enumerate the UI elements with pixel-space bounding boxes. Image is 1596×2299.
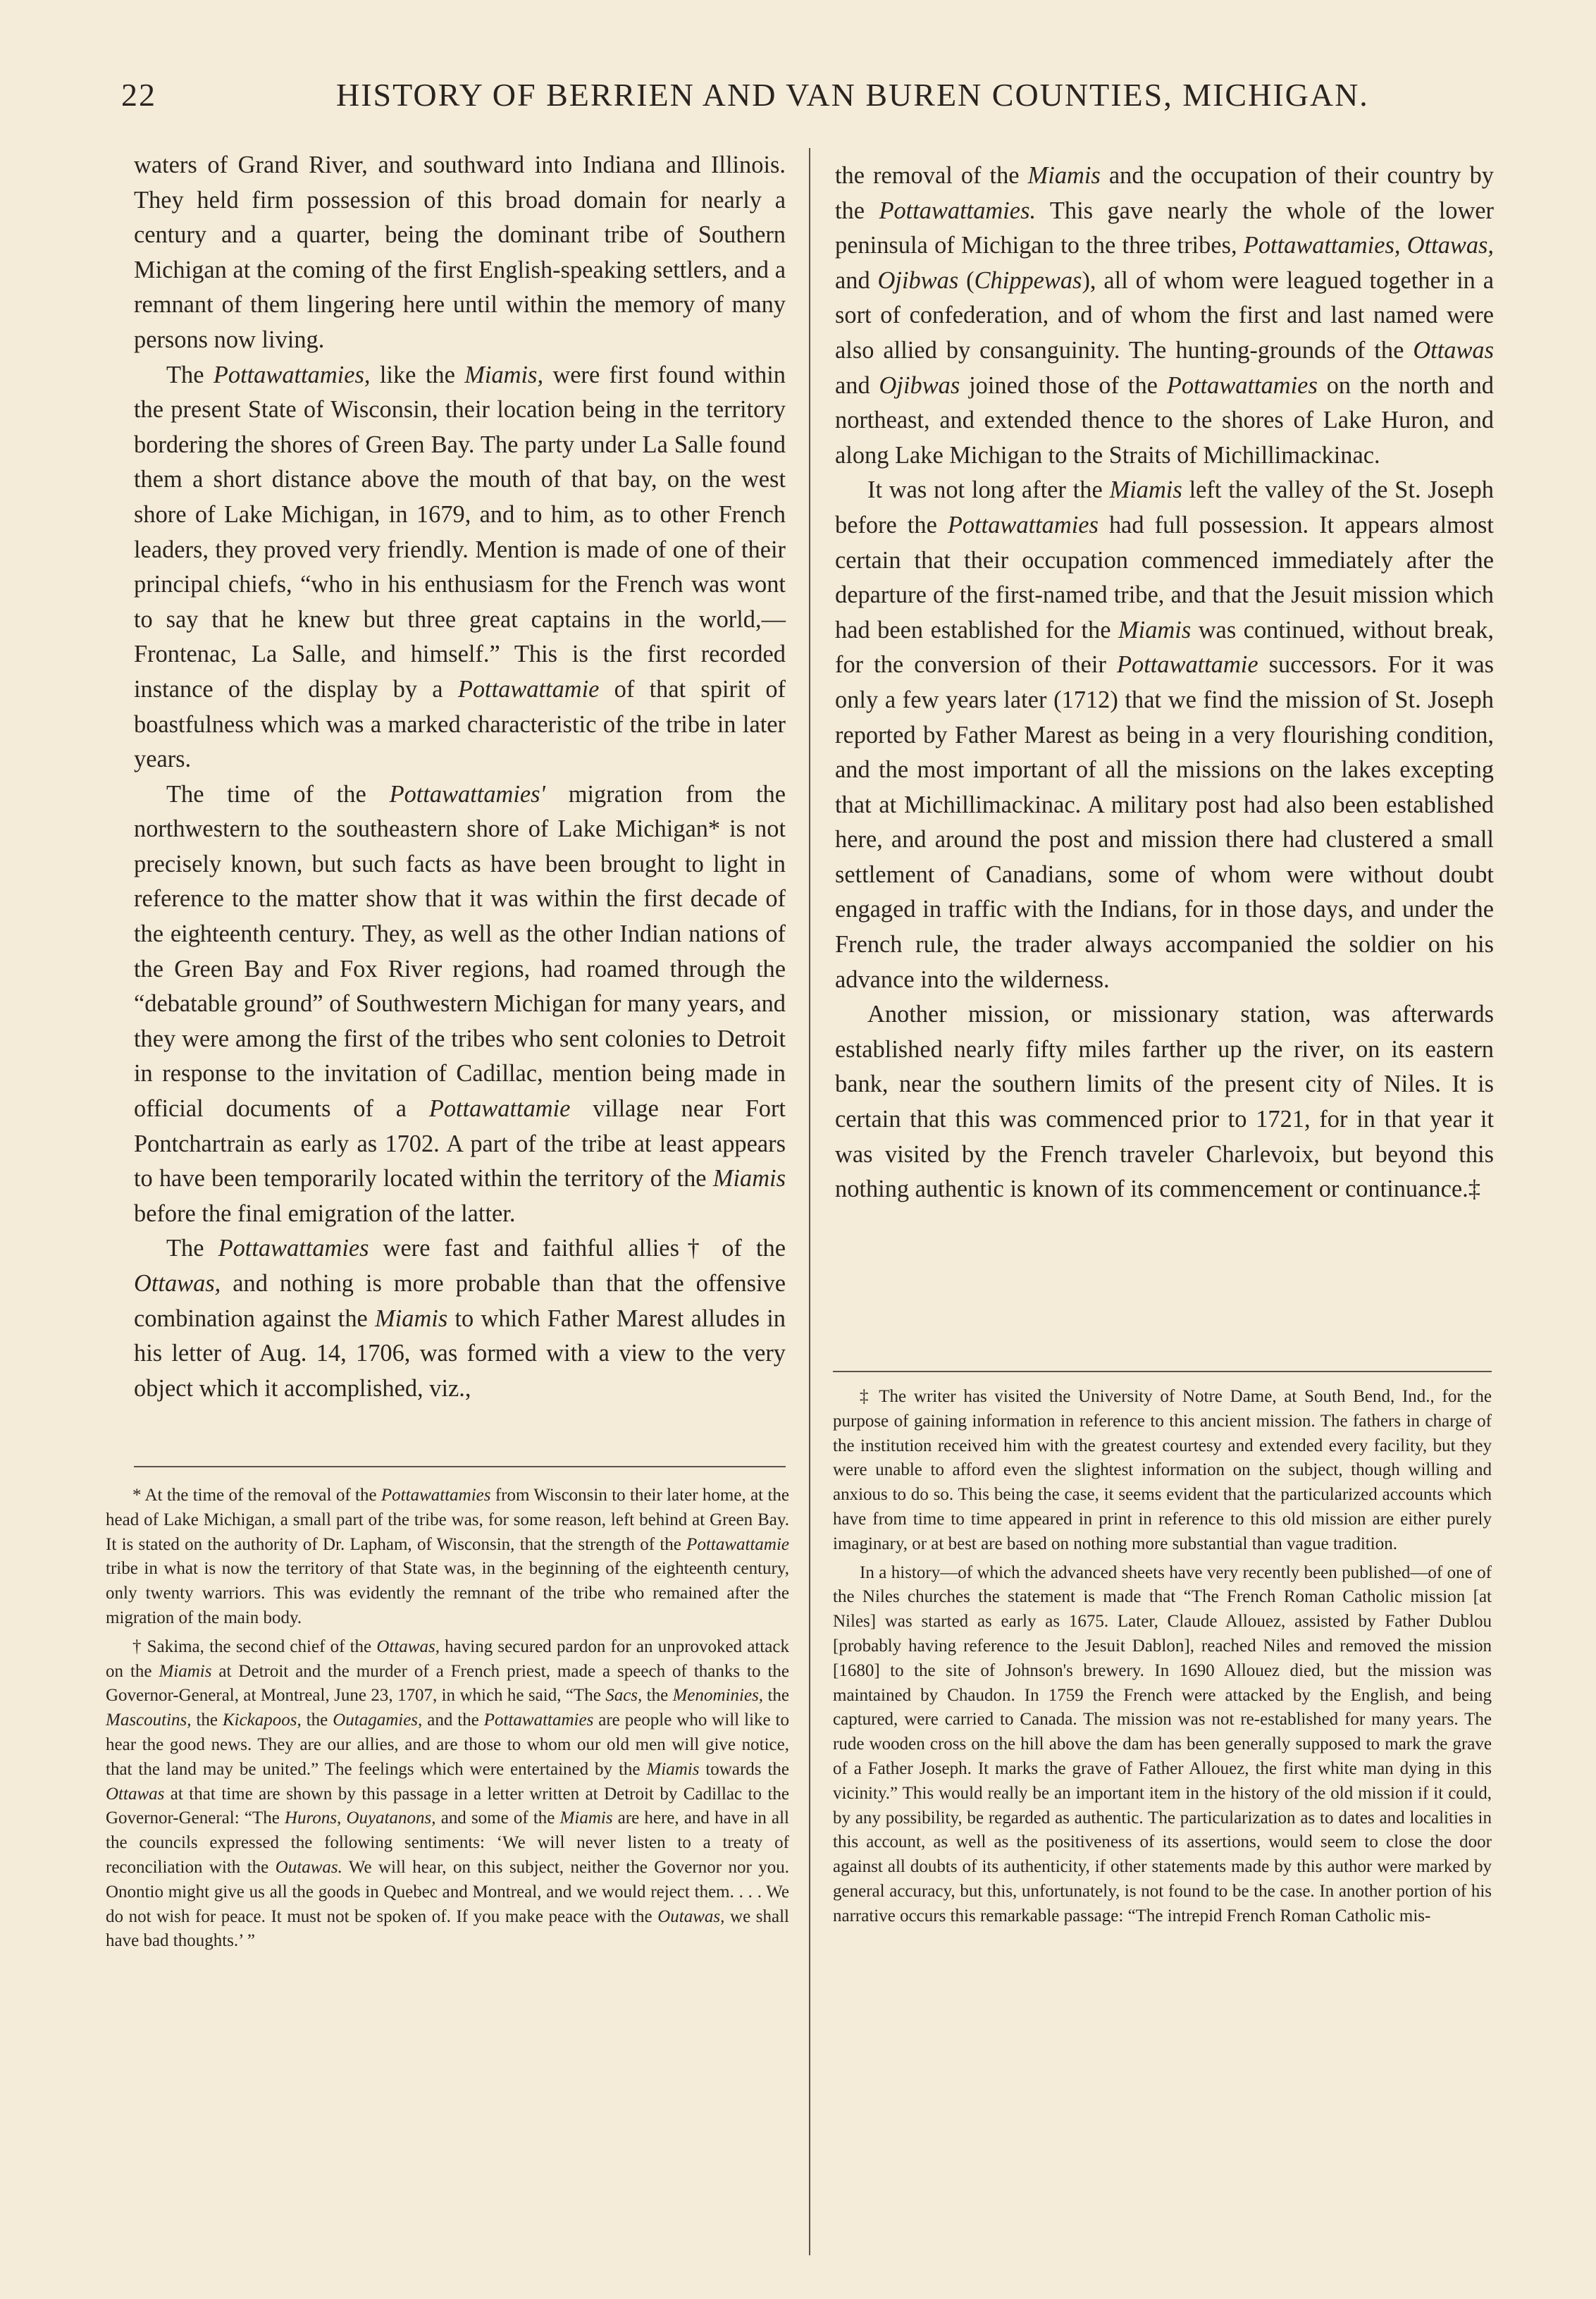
- column-divider: [809, 148, 810, 2255]
- footnotes-left: [106, 1484, 789, 1958]
- footnote: † Sakima, the second chief of the Ottawas, having secured pardon for an unprovoked attack on the Miamis at Detroit and the murder of a French priest, made a speech of thanks to the Governor-General, at Montreal, June 23, 1707, in which he said, “The Sacs, the Menominies, the Mascoutins, the Kickapoos, the Outagamies, and the Pottawattamies are people who will like to hear the good news. They are our allies, and are those to whom our old men will give notice, that the land may be united.” The feelings which were entertained by the Miamis towards the Ottawas at that time are shown by this passage in a letter written at Detroit by Cadillac to the Governor-General: “The Hurons, Ouyatanons, and some of the Miamis are here, and have in all the councils expressed the following sentiments: ‘We will never listen to a treaty of reconciliation with the Outawas. We will hear, on this subject, neither the Governor nor you. Onontio might give us all the goods in Quebec and Montreal, and we would reject them. . . . We do not wish for peace. It must not be spoken of. If you make peace with the Outawas, we shall have bad thoughts.’ ”: [106, 1637, 790, 1951]
- footnote: ‡ The writer has visited the University of Notre Dame, at South Bend, Ind., for the purpose of gaining information in reference to this ancient mission. The fathers in charge of the institution received him with the greatest courtesy and extended every facility, but they were unable to afford even the slightest information on the subject, though willing and anxious to do so. This being the case, it seems evident that the particularized accounts which have from time to time appeared in print in reference to this old mission are either purely imaginary, or at best are based on nothing more substantial than vague tradition.: [833, 1387, 1492, 1553]
- paragraph: The Pottawattamies were fast and faithful allies† of the Ottawas, and nothing is more probable than that the offensive combination against the Miamis to which Father Marest alludes in his letter of Aug. 14, 1706, was formed with a view to the very object which it accomplished, viz.,: [134, 1235, 786, 1402]
- paragraph: It was not long after the Miamis left the valley of the St. Joseph before the Pottawattamies had full possession. It appears almost certain that their occupation commenced immediately after the departure of the first-named tribe, and that the Jesuit mission which had been established for the Miamis was continued, without break, for the conversion of their Pottawattamie successors. For it was only a few years later (1712) that we find the mission of St. Joseph reported by Father Marest as being in a very flourishing condition, and the most important of all the missions on the lakes excepting that at Michillimackinac. A military post had also been established here, and around the post and mission there had clustered a small settlement of Canadians, some of whom were without doubt engaged in traffic with the Indians, for in those days, and under the French rule, the trader always accompanied the soldier on his advance into the wilderness.: [835, 476, 1494, 993]
- footnote: In a history—of which the advanced sheets have very recently been published—of one of the Niles churches the statement is made that “The French Roman Catholic mission [at Niles] was started as early as 1675. Later, Claude Allouez, assisted by Father Dublou [probably having reference to the Jesuit Dablon], reached Niles and removed the mission [1680] to the site of Johnson's brewery. In 1690 Allouez died, but the mission was maintained by Chaudon. In 1759 the French were attacked by the English, and being captured, were carried to Canada. The mission was not re-established for many years. The rude wooden cross on the hill above the dam has been generally supposed to mark the grave of a Father Joseph. It marks the grave of Father Allouez, the first white man dying in this vicinity.” This would really be an important item in the history of the old mission if it could, by any possibility, be regarded as authentic. The particularization as to dates and localities in this account, as well as the positiveness of its assertions, would seem to close the door against all doubts of its authenticity, if other statements made by this author were marked by general accuracy, but this, unfortunately, is not found to be the case. In another portion of his narrative occurs this remarkable passage: “The intrepid French Roman Catholic mis-: [833, 1563, 1492, 1925]
- right-column: [835, 159, 1494, 1207]
- left-column: [134, 148, 786, 1406]
- paragraph: The time of the Pottawattamies' migration from the northwestern to the southeastern shore of Lake Michigan* is not precisely known, but such facts as have been brought to light in reference to the matter show that it was within the first decade of the eighteenth century. They, as well as the other Indian nations of the Green Bay and Fox River regions, had roamed through the “debatable ground” of Southwestern Michigan for many years, and they were among the first of the tribes who sent colonies to Detroit in response to the invitation of Cadillac, mention being made in official documents of a Pottawattamie village near Fort Pontchartrain as early as 1702. A part of the tribe at least appears to have been temporarily located within the territory of the Miamis before the final emigration of the latter.: [134, 780, 786, 1227]
- footnote: * At the time of the removal of the Pottawattamies from Wisconsin to their later home, at the head of Lake Michigan, a small part of the tribe was, for some reason, left behind at Green Bay. It is stated on the authority of Dr. Lapham, of Wisconsin, that the strength of the Pottawattamie tribe in what is now the territory of that State was, in the beginning of the eighteenth century, only twenty warriors. This was evidently the remnant of the tribe who remained after the migration of the main body.: [106, 1486, 789, 1627]
- paragraph: waters of Grand River, and southward into Indiana and Illinois. They held firm possession of this broad domain for nearly a century and a quarter, being the dominant tribe of Southern Michigan at the coming of the first English-speaking settlers, and a remnant of them lingering here until within the memory of many persons now living.: [134, 152, 786, 353]
- footnote-rule-right: [833, 1371, 1492, 1372]
- paragraph: the removal of the Miamis and the occupation of their country by the Pottawattamies. This gave nearly the whole of the lower peninsula of Michigan to the three tribes, Pottawattamies, Ottawas, and Ojibwas (Chippewas), all of whom were leagued together in a sort of confederation, and of whom the first and last named were also allied by consanguinity. The hunting-grounds of the Ottawas and Ojibwas joined those of the Pottawattamies on the north and northeast, and extended thence to the shores of Lake Huron, and along Lake Michigan to the Straits of Michillimackinac.: [835, 162, 1494, 469]
- footnotes-right: [833, 1385, 1492, 1933]
- page-number: 22: [121, 77, 156, 113]
- footnote-rule-left: [134, 1466, 786, 1467]
- running-title: HISTORY OF BERRIEN AND VAN BUREN COUNTIES, MICHIGAN.: [336, 77, 1369, 113]
- paragraph: The Pottawattamies, like the Miamis, were first found within the present State of Wisconsin, their location being in the territory bordering the shores of Green Bay. The party under La Salle found them a short distance above the mouth of that bay, on the west shore of Lake Michigan, in 1679, and to him, as to other French leaders, they proved very friendly. Mention is made of one of their principal chiefs, “who in his enthusiasm for the French was wont to say that he knew but three great captains in the world,— Frontenac, La Salle, and himself.” This is the first recorded instance of the display by a Pottawattamie of that spirit of boastfulness which was a marked characteristic of the tribe in later years.: [134, 361, 786, 773]
- running-header: [121, 76, 1474, 118]
- paragraph: Another mission, or missionary station, was afterwards established nearly fifty miles farther up the river, on its eastern bank, near the southern limits of the present city of Niles. It is certain that this was commenced prior to 1721, for in that year it was visited by the French traveler Charlevoix, but beyond this nothing authentic is known of its commencement or continuance.‡: [835, 1001, 1494, 1203]
